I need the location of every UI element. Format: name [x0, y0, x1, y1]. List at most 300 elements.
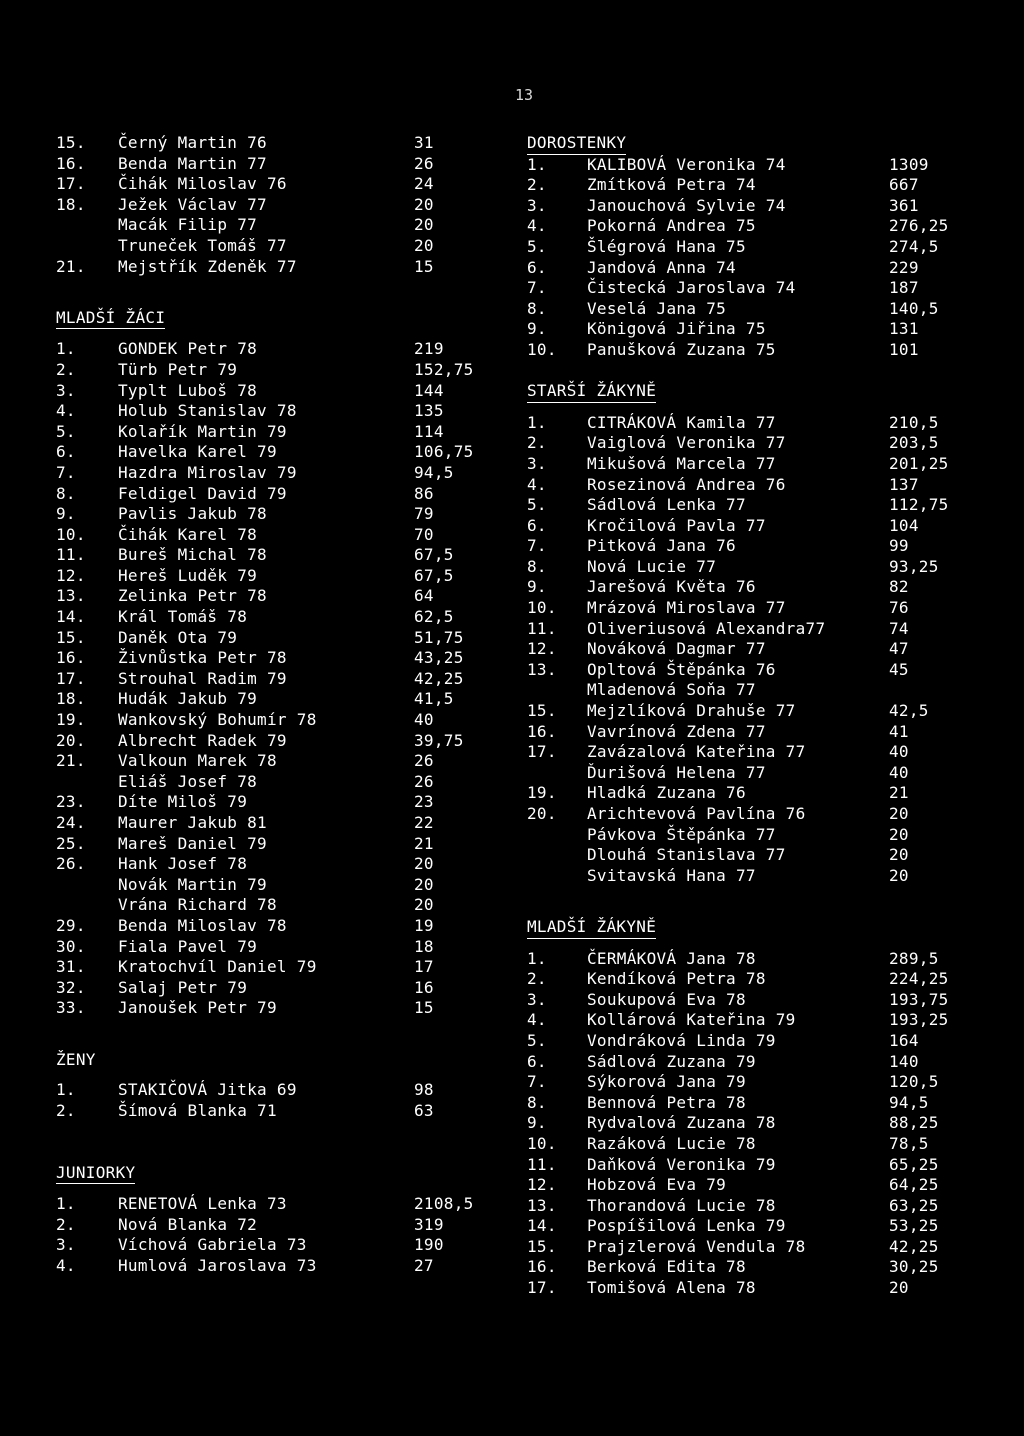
- table-row: [56, 525, 496, 546]
- rank-number: 12.: [56, 565, 86, 585]
- athlete-name: Havelka Karel 79: [118, 442, 277, 462]
- rank-number: 16.: [527, 721, 557, 741]
- rank-number: 23.: [56, 792, 86, 812]
- score-value: 64,25: [889, 1175, 939, 1195]
- table-row: [56, 813, 496, 834]
- page-number: 13: [515, 86, 534, 104]
- athlete-name: KALIBOVÁ Veronika 74: [587, 154, 786, 174]
- athlete-name: Mladenová Soňa 77: [587, 680, 756, 700]
- table-row: [56, 257, 496, 278]
- rank-number: 15.: [527, 701, 557, 721]
- score-value: 88,25: [889, 1113, 939, 1133]
- athlete-name: Bennová Petra 78: [587, 1092, 746, 1112]
- athlete-name: Nová Lucie 77: [587, 556, 717, 576]
- athlete-name: Kendíková Petra 78: [587, 969, 766, 989]
- rank-number: 14.: [56, 607, 86, 627]
- athlete-name: Veselá Jana 75: [587, 298, 727, 318]
- rank-number: 8.: [527, 298, 547, 318]
- athlete-name: ČERMÁKOVÁ Jana 78: [587, 948, 756, 968]
- table-row: [527, 155, 987, 176]
- table-row: [527, 237, 987, 258]
- score-value: 20: [889, 804, 909, 823]
- table-row: [56, 916, 496, 937]
- rank-number: 10.: [527, 1133, 557, 1153]
- zeny-list: [56, 1080, 496, 1121]
- top-list: [56, 133, 496, 277]
- rank-number: 2.: [56, 359, 76, 379]
- athlete-name: Díte Miloš 79: [118, 792, 248, 812]
- table-row: [527, 475, 987, 496]
- score-value: 40: [414, 710, 434, 730]
- table-row: [527, 216, 987, 237]
- table-row: [56, 1080, 496, 1101]
- rank-number: 1.: [527, 154, 547, 174]
- athlete-name: Mareš Daniel 79: [118, 833, 267, 853]
- table-row: [56, 957, 496, 978]
- athlete-name: Hudák Jakub 79: [118, 689, 258, 709]
- table-row: [527, 516, 987, 537]
- score-value: 42,25: [414, 668, 464, 688]
- score-value: 20: [889, 845, 909, 865]
- left-column: [56, 133, 496, 1276]
- table-row: [56, 133, 496, 154]
- athlete-name: Thorandová Lucie 78: [587, 1195, 776, 1215]
- score-value: 20: [889, 865, 909, 885]
- score-value: 67,5: [414, 545, 454, 565]
- athlete-name: Pospíšilová Lenka 79: [587, 1216, 786, 1236]
- table-row: [527, 1072, 987, 1093]
- rank-number: 19.: [56, 710, 86, 730]
- rank-number: 3.: [527, 989, 547, 1009]
- rank-number: 3.: [527, 453, 547, 473]
- table-row: [56, 648, 496, 669]
- table-row: [527, 866, 987, 887]
- athlete-name: Salaj Petr 79: [118, 977, 248, 997]
- athlete-name: Prajzlerová Vendula 78: [587, 1236, 806, 1256]
- score-value: 193,25: [889, 1010, 949, 1030]
- score-value: 20: [414, 854, 434, 874]
- score-value: 15: [414, 998, 434, 1018]
- athlete-name: Mikušová Marcela 77: [587, 453, 776, 473]
- rank-number: 2.: [56, 1100, 76, 1120]
- score-value: 45: [889, 659, 909, 679]
- athlete-name: Daňková Veronika 79: [587, 1154, 776, 1174]
- score-value: 17: [414, 957, 434, 977]
- rank-number: 1.: [56, 339, 76, 359]
- athlete-name: Türb Petr 79: [118, 359, 238, 379]
- athlete-name: Wankovský Bohumír 78: [118, 710, 317, 730]
- rank-number: 4.: [527, 474, 547, 494]
- score-value: 51,75: [414, 627, 464, 647]
- athlete-name: Novák Martin 79: [118, 874, 267, 894]
- rank-number: 2.: [527, 969, 547, 989]
- table-row: [527, 804, 987, 825]
- athlete-name: Vavrínová Zdena 77: [587, 721, 766, 741]
- rank-number: 21.: [56, 256, 86, 276]
- table-row: [56, 689, 496, 710]
- rank-number: 17.: [527, 1278, 557, 1298]
- table-row: [527, 639, 987, 660]
- athlete-name: Kratochvíl Daniel 79: [118, 957, 317, 977]
- table-row: [56, 339, 496, 360]
- score-value: 86: [414, 483, 434, 503]
- score-value: 164: [889, 1030, 919, 1050]
- table-row: [56, 1101, 496, 1122]
- table-row: [56, 504, 496, 525]
- rank-number: 31.: [56, 957, 86, 977]
- score-value: 20: [414, 874, 434, 894]
- athlete-name: Strouhal Radim 79: [118, 668, 287, 688]
- section-heading-starsi-zakyne: STARŠÍ ŽÁKYNĚ: [527, 381, 656, 403]
- rank-number: 1.: [56, 1080, 76, 1100]
- rank-number: 20.: [527, 804, 557, 823]
- score-value: 2108,5: [414, 1194, 474, 1214]
- table-row: [527, 258, 987, 279]
- rank-number: 13.: [527, 659, 557, 679]
- score-value: 26: [414, 771, 434, 791]
- athlete-name: Königová Jiřina 75: [587, 319, 766, 339]
- table-row: [56, 731, 496, 752]
- score-value: 21: [889, 783, 909, 803]
- table-row: [56, 834, 496, 855]
- table-row: [527, 433, 987, 454]
- table-row: [527, 660, 987, 681]
- score-value: 62,5: [414, 607, 454, 627]
- score-value: 144: [414, 380, 444, 400]
- athlete-name: Zelinka Petr 78: [118, 586, 267, 606]
- rank-number: 15.: [527, 1236, 557, 1256]
- athlete-name: Arichtevová Pavlína 76: [587, 804, 806, 823]
- athlete-name: Maurer Jakub 81: [118, 813, 267, 832]
- athlete-name: Pokorná Andrea 75: [587, 216, 756, 236]
- table-row: [56, 937, 496, 958]
- score-value: 20: [889, 824, 909, 844]
- rank-number: 17.: [56, 668, 86, 688]
- athlete-name: Daněk Ota 79: [118, 627, 238, 647]
- rank-number: 9.: [527, 319, 547, 339]
- table-row: [56, 566, 496, 587]
- rank-number: 18.: [56, 689, 86, 709]
- athlete-name: Bureš Michal 78: [118, 545, 267, 565]
- rank-number: 7.: [527, 536, 547, 556]
- rank-number: 1.: [56, 1194, 76, 1214]
- score-value: 39,75: [414, 730, 464, 750]
- table-row: [527, 1113, 987, 1134]
- score-value: 63,25: [889, 1195, 939, 1215]
- athlete-name: Panušková Zuzana 75: [587, 339, 776, 359]
- table-row: [56, 998, 496, 1019]
- table-row: [527, 742, 987, 763]
- dorostenky-list: [527, 155, 987, 361]
- score-value: 78,5: [889, 1133, 929, 1153]
- score-value: 76: [889, 598, 909, 618]
- score-value: 187: [889, 278, 919, 298]
- rank-number: 29.: [56, 915, 86, 935]
- score-value: 31: [414, 133, 434, 152]
- athlete-name: Mrázová Miroslava 77: [587, 598, 786, 618]
- rank-number: 17.: [56, 174, 86, 194]
- score-value: 42,5: [889, 701, 929, 721]
- table-row: [527, 557, 987, 578]
- athlete-name: Mejstřík Zdeněk 77: [118, 256, 297, 276]
- table-row: [527, 577, 987, 598]
- table-row: [56, 360, 496, 381]
- athlete-name: Dlouhá Stanislava 77: [587, 845, 786, 865]
- rank-number: 6.: [56, 442, 76, 462]
- athlete-name: Nováková Dagmar 77: [587, 639, 766, 659]
- athlete-name: Jandová Anna 74: [587, 257, 736, 277]
- rank-number: 5.: [527, 236, 547, 256]
- rank-number: 18.: [56, 194, 86, 214]
- score-value: 74: [889, 618, 909, 638]
- rank-number: 1.: [527, 948, 547, 968]
- section-heading-mladsi-zakyne: MLADŠÍ ŽÁKYNĚ: [527, 917, 656, 939]
- table-row: [527, 722, 987, 743]
- juniorky-list: [56, 1194, 496, 1276]
- table-row: [56, 669, 496, 690]
- table-row: [527, 1257, 987, 1278]
- rank-number: 16.: [56, 648, 86, 668]
- table-row: [56, 195, 496, 216]
- table-row: [56, 422, 496, 443]
- athlete-name: Benda Miloslav 78: [118, 915, 287, 935]
- table-row: [527, 598, 987, 619]
- rank-number: 3.: [56, 380, 76, 400]
- right-column: [527, 133, 987, 1299]
- athlete-name: Opltová Štěpánka 76: [587, 659, 776, 679]
- table-row: [527, 1031, 987, 1052]
- rank-number: 12.: [527, 1175, 557, 1195]
- rank-number: 6.: [527, 257, 547, 277]
- table-row: [527, 1216, 987, 1237]
- athlete-name: Hobzová Eva 79: [587, 1175, 727, 1195]
- score-value: 190: [414, 1235, 444, 1255]
- table-row: [527, 845, 987, 866]
- athlete-name: Pávkova Štěpánka 77: [587, 824, 776, 844]
- score-value: 276,25: [889, 216, 949, 236]
- rank-number: 17.: [527, 742, 557, 762]
- athlete-name: Mejzlíková Drahuše 77: [587, 701, 796, 721]
- score-value: 53,25: [889, 1216, 939, 1236]
- section-heading-mladsi-zaci: MLADŠÍ ŽÁCI: [56, 308, 165, 330]
- table-row: [527, 701, 987, 722]
- score-value: 65,25: [889, 1154, 939, 1174]
- athlete-name: Sádlová Zuzana 79: [587, 1051, 756, 1071]
- rank-number: 10.: [527, 339, 557, 359]
- athlete-name: Eliáš Josef 78: [118, 771, 258, 791]
- athlete-name: Pitková Jana 76: [587, 536, 736, 556]
- score-value: 20: [414, 215, 434, 235]
- score-value: 99: [889, 536, 909, 556]
- score-value: 94,5: [414, 462, 454, 482]
- score-value: 67,5: [414, 565, 454, 585]
- table-row: [56, 1235, 496, 1256]
- score-value: 21: [414, 833, 434, 853]
- rank-number: 3.: [56, 1235, 76, 1255]
- rank-number: 6.: [527, 1051, 547, 1071]
- score-value: 47: [889, 639, 909, 659]
- athlete-name: Sádlová Lenka 77: [587, 495, 746, 515]
- rank-number: 4.: [527, 216, 547, 236]
- score-value: 20: [414, 895, 434, 915]
- score-value: 203,5: [889, 433, 939, 453]
- table-row: [527, 1155, 987, 1176]
- rank-number: 7.: [56, 462, 76, 482]
- rank-number: 16.: [56, 153, 86, 173]
- athlete-name: RENETOVÁ Lenka 73: [118, 1194, 287, 1214]
- athlete-name: Svitavská Hana 77: [587, 865, 756, 885]
- score-value: 104: [889, 515, 919, 535]
- score-value: 64: [414, 586, 434, 606]
- mladsi-zakyne-list: [527, 949, 987, 1299]
- score-value: 20: [889, 1278, 909, 1298]
- table-row: [56, 463, 496, 484]
- athlete-name: Pavlis Jakub 78: [118, 504, 267, 524]
- rank-number: 2.: [527, 433, 547, 453]
- table-row: [56, 381, 496, 402]
- table-row: [56, 401, 496, 422]
- athlete-name: Vrána Richard 78: [118, 895, 277, 915]
- rank-number: 14.: [527, 1216, 557, 1236]
- table-row: [527, 299, 987, 320]
- athlete-name: Hladká Zuzana 76: [587, 783, 746, 803]
- athlete-name: Macák Filip 77: [118, 215, 258, 235]
- table-row: [527, 536, 987, 557]
- table-row: [527, 454, 987, 475]
- score-value: 40: [889, 742, 909, 762]
- athlete-name: Fiala Pavel 79: [118, 936, 258, 956]
- athlete-name: Feldigel David 79: [118, 483, 287, 503]
- table-row: [56, 545, 496, 566]
- table-row: [527, 1237, 987, 1258]
- rank-number: 8.: [527, 1092, 547, 1112]
- table-row: [56, 215, 496, 236]
- rank-number: 15.: [56, 627, 86, 647]
- athlete-name: Humlová Jaroslava 73: [118, 1255, 317, 1275]
- rank-number: 16.: [527, 1257, 557, 1277]
- athlete-name: CITRÁKOVÁ Kamila 77: [587, 412, 776, 432]
- athlete-name: Čistecká Jaroslava 74: [587, 278, 796, 298]
- score-value: 27: [414, 1255, 434, 1275]
- score-value: 18: [414, 936, 434, 956]
- rank-number: 5.: [527, 1030, 547, 1050]
- rank-number: 13.: [56, 586, 86, 606]
- score-value: 26: [414, 751, 434, 771]
- table-row: [56, 854, 496, 875]
- score-value: 15: [414, 256, 434, 276]
- rank-number: 20.: [56, 730, 86, 750]
- rank-number: 19.: [527, 783, 557, 803]
- athlete-name: Rydvalová Zuzana 78: [587, 1113, 776, 1133]
- athlete-name: Kolařík Martin 79: [118, 421, 287, 441]
- table-row: [56, 154, 496, 175]
- table-row: [527, 175, 987, 196]
- score-value: 40: [889, 762, 909, 782]
- score-value: 361: [889, 195, 919, 215]
- table-row: [56, 236, 496, 257]
- table-row: [527, 495, 987, 516]
- athlete-name: Hereš Luděk 79: [118, 565, 258, 585]
- score-value: 106,75: [414, 442, 474, 462]
- table-row: [56, 607, 496, 628]
- mladsi-zaci-list: [56, 339, 496, 1019]
- score-value: 201,25: [889, 453, 949, 473]
- table-row: [527, 1134, 987, 1155]
- athlete-name: Čihák Miloslav 76: [118, 174, 287, 194]
- rank-number: 11.: [527, 1154, 557, 1174]
- score-value: 1309: [889, 154, 929, 174]
- table-row: [527, 1196, 987, 1217]
- athlete-name: Zavázalová Kateřina 77: [587, 742, 806, 762]
- score-value: 137: [889, 474, 919, 494]
- athlete-name: Kollárová Kateřina 79: [587, 1010, 796, 1030]
- table-row: [527, 319, 987, 340]
- rank-number: 24.: [56, 813, 86, 832]
- rank-number: 9.: [56, 504, 76, 524]
- score-value: 229: [889, 257, 919, 277]
- athlete-name: Oliveriusová Alexandra77: [587, 618, 826, 638]
- rank-number: 25.: [56, 833, 86, 853]
- rank-number: 2.: [56, 1214, 76, 1234]
- athlete-name: Janoušek Petr 79: [118, 998, 277, 1018]
- rank-number: 11.: [56, 545, 86, 565]
- score-value: 667: [889, 175, 919, 195]
- section-heading-zeny: ŽENY: [56, 1049, 96, 1069]
- score-value: 319: [414, 1214, 444, 1234]
- table-row: [56, 772, 496, 793]
- rank-number: 12.: [527, 639, 557, 659]
- table-row: [527, 1052, 987, 1073]
- score-value: 140,5: [889, 298, 939, 318]
- score-value: 20: [414, 194, 434, 214]
- athlete-name: GONDEK Petr 78: [118, 339, 258, 359]
- score-value: 120,5: [889, 1072, 939, 1092]
- score-value: 210,5: [889, 412, 939, 432]
- rank-number: 8.: [56, 483, 76, 503]
- score-value: 70: [414, 524, 434, 544]
- rank-number: 33.: [56, 998, 86, 1018]
- score-value: 131: [889, 319, 919, 339]
- table-row: [527, 680, 987, 701]
- athlete-name: Šímová Blanka 71: [118, 1100, 277, 1120]
- score-value: 224,25: [889, 969, 949, 989]
- score-value: 193,75: [889, 989, 949, 1009]
- athlete-name: Holub Stanislav 78: [118, 401, 297, 421]
- score-value: 152,75: [414, 359, 474, 379]
- section-heading-dorostenky: DOROSTENKY: [527, 133, 626, 155]
- table-row: [527, 783, 987, 804]
- athlete-name: Černý Martin 76: [118, 133, 267, 152]
- score-value: 112,75: [889, 495, 949, 515]
- rank-number: 7.: [527, 1072, 547, 1092]
- rank-number: 10.: [527, 598, 557, 618]
- athlete-name: Benda Martin 77: [118, 153, 267, 173]
- score-value: 23: [414, 792, 434, 812]
- score-value: 93,25: [889, 556, 939, 576]
- table-row: [527, 969, 987, 990]
- rank-number: 3.: [527, 195, 547, 215]
- table-row: [56, 1256, 496, 1277]
- table-row: [56, 751, 496, 772]
- athlete-name: Hank Josef 78: [118, 854, 248, 874]
- table-row: [527, 763, 987, 784]
- table-row: [527, 1093, 987, 1114]
- table-row: [527, 1278, 987, 1299]
- table-row: [56, 1215, 496, 1236]
- score-value: 26: [414, 153, 434, 173]
- rank-number: 15.: [56, 133, 86, 152]
- section-heading-juniorky: JUNIORKY: [56, 1163, 135, 1185]
